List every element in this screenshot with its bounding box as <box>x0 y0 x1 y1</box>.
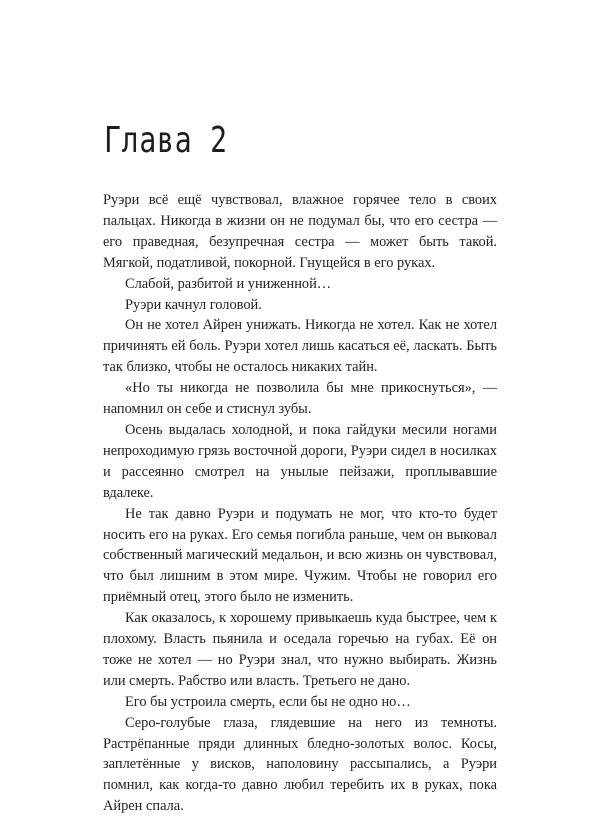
chapter-title: Глава 2 <box>104 120 228 161</box>
paragraph-1: Руэри всё ещё чувствовал, влажное горячее тело в своих пальцах. Никогда в жизни он не подумал бы, что его сестра — его праведная, безупречная сестра — может быть такой. Мягкой, податливой, покорной. Гнущейся в его руках. <box>103 192 497 271</box>
paragraph-4: Он не хотел Айрен унижать. Никогда не хотел. Как не хотел причинять ей боль. Руэри хотел лишь касаться её, ласкать. Быть так близко, чтобы не осталось никаких тайн. <box>103 317 497 376</box>
chapter-body <box>103 190 497 817</box>
paragraph-9: Его бы устроила смерть, если бы не одно но… <box>125 693 411 710</box>
paragraph-2: Слабой, разбитой и униженной… <box>125 275 332 292</box>
paragraph-3: Руэри качнул головой. <box>125 296 262 313</box>
paragraph-5: «Но ты никогда не позволила бы мне прикоснуться», — напомнил он себе и стиснул зубы. <box>103 380 497 418</box>
paragraph-8: Как оказалось, к хорошему привыкаешь куда быстрее, чем к плохому. Власть пьянила и оседала горечью на губах. Её он тоже не хотел — но Руэри знал, что нужно выбирать. Жизнь или смерть. Рабство или власть. Третьего не дано. <box>103 610 497 689</box>
paragraph-6: Осень выдалась холодной, и пока гайдуки месили ногами непроходимую грязь восточной дороги, Руэри сидел в носилках и рассеянно смотрел на унылые пейзажи, проплывавшие вдалеке. <box>103 421 497 501</box>
paragraph-10: Серо-голубые глаза, глядевшие на него из темноты. Растрёпанные пряди длинных бледно-золотых волос. Косы, заплетённые у висков, наполовину рассыпались, а Руэри помнил, как когда-то давно любил теребить их в руках, пока Айрен спала. <box>103 714 497 815</box>
paragraph-7: Не так давно Руэри и подумать не мог, что кто-то будет носить его на руках. Его семья погибла раньше, чем он выковал собственный магический медальон, и всю жизнь он чувствовал, что был лишним в этом мире. Чужим. Чтобы не говорил его приёмный отец, этого было не изменить. <box>103 505 497 606</box>
